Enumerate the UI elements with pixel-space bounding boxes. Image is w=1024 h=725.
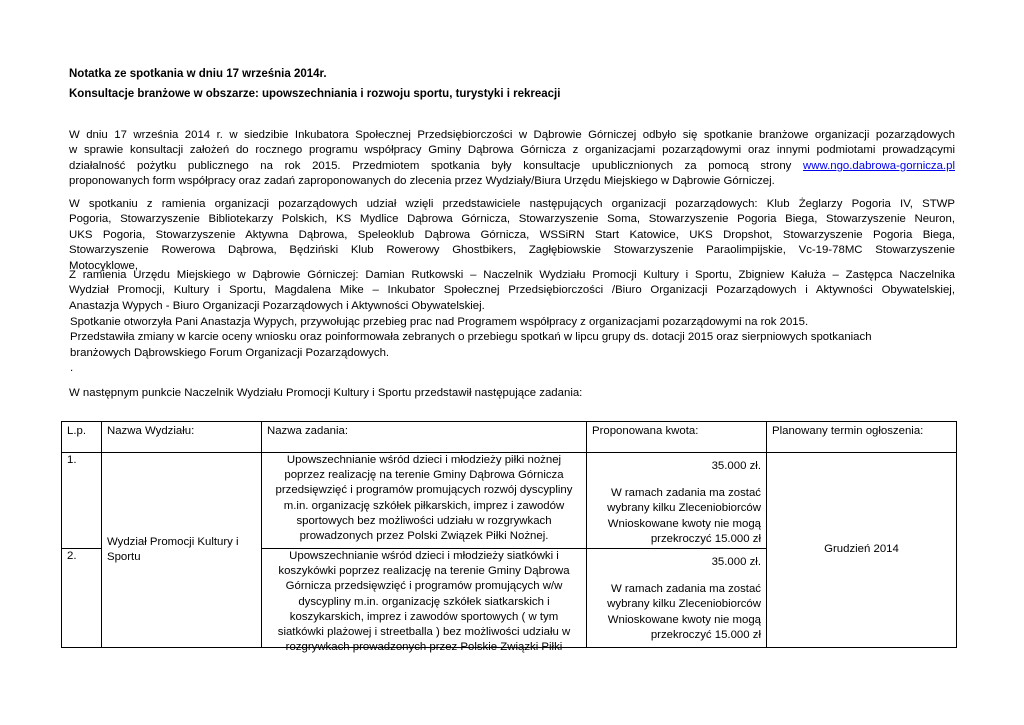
paragraph-participants-city (69, 268, 955, 314)
cell-amount (587, 549, 767, 648)
paragraph-participants-ngo (69, 197, 955, 274)
text-line: Z ramienia Urzędu Miejskiego w Dąbrowie Górniczej: Damian Rutkowski – Naczelnik Wydziału Promocji Kultury i Sportu, Zbigniew Kałuża – Zastępca Naczelnika (69, 269, 955, 281)
text-line: Wydział Promocji, Kultury i Sportu, Magdalena Mike – Inkubator Społecznej Przedsiębiorczości /Biuro Organizacji Pozarządowych i Aktywności Obywatelskiej, (69, 284, 955, 297)
task-text: Upowszechnianie wśród dzieci i młodzieży siatkówki i koszykówki poprzez realizację na terenie Gminy Dąbrowa Górnicza przedsięwzięć i programów promujących w/w dyscypliny m.in. organizację szkółek siatkarskich i koszykarskich, imprez i zawodów sportowych ( w tym siatkówki plażowej i streetballa ) bez możliwości udziału w rozgrywkach prowadzonych przez Polskie Związki Piłki (277, 550, 571, 654)
header-lp: L.p. (62, 422, 102, 453)
cell-task (262, 453, 587, 549)
text-line: w sprawie konsultacji założeń do rocznego programu współpracy Gminy Dąbrowa Górnicza z organizacjami pozarządowymi oraz innymi podmiotami prowadzącymi (69, 144, 955, 157)
amount-value: 35.000 zł. (711, 460, 761, 472)
task-text: Upowszechnianie wśród dzieci i młodzieży piłki nożnej poprzez realizację na terenie Gminy Dąbrowa Górnicza przedsięwzięć i programów promujących rozwój dyscypliny m.in. organizację szkółek piłkarskich, imprez i zawodów sportowych bez możliwości udziału w rozgrywkach prowadzonych przez Polski Związek Piłki Nożnej. (275, 454, 573, 543)
paragraph-tasks-intro: W następnym punkcie Naczelnik Wydziału Promocji Kultury i Sportu przedstawił następujące zadania: (69, 387, 583, 399)
text-line-with-link (69, 159, 955, 174)
text-line: Pogoria, Stowarzyszenie Bibliotekarzy Polskich, KS Mydlice Dąbrowa Górnicza, Stowarzyszenie Soma, Stowarzyszenie Pogoria Biega, Stowarzyszenie Neuron, (69, 213, 955, 226)
table-header-row (62, 422, 957, 453)
cell-lp: 1. (62, 453, 102, 549)
cell-deadline: Grudzień 2014 (767, 453, 957, 648)
text-line: W dniu 17 września 2014 r. w siedzibie Inkubatora Społecznej Przedsiębiorczości w Dąbrowie Górniczej odbyło się spotkanie branżowe organizacji pozarządowych (69, 129, 955, 141)
document-title: Notatka ze spotkania w dniu 17 września 2014r. (69, 68, 327, 80)
text-line: UKS Pogoria, Stowarzyszenie Aktywna Dąbrowa, Speleoklub Dąbrowa Górnicza, WSSiRN Start Katowice, UKS Dropshot, Stowarzyszenie Pogoria Biega, (69, 228, 955, 241)
header-task: Nazwa zadania: (262, 422, 587, 453)
ngo-website-link[interactable]: www.ngo.dabrowa-gornicza.pl (803, 159, 955, 172)
text-line: Spotkanie otworzyła Pani Anastazja Wypych, przywołując przebieg prac nad Programem współpracy z organizacjami pozarządowymi na rok 2015. (70, 316, 809, 328)
paragraph-meeting-intro (69, 128, 955, 190)
text-line: proponowanych form współpracy oraz zadań zaproponowanych do zlecenia przez Wydziały/Biura Urzędu Miejskiego w Dąbrowie Górniczej. (69, 175, 775, 188)
text-line: Stowarzyszenie Rowerowa Dąbrowa, Będziński Klub Rowerowy Ghostbikers, Zagłębiowskie Stowarzyszenie Paraolimpijskie, Vc-19-78MC Stowarzyszenie (69, 244, 955, 257)
table-row (62, 453, 957, 549)
amount-note: W ramach zadania ma zostać wybrany kilku Zleceniobiorców Wnioskowane kwoty nie mogą przekroczyć 15.000 zł (607, 583, 761, 641)
paragraph-meeting-opening (70, 315, 956, 377)
cell-amount (587, 453, 767, 549)
document-subtitle: Konsultacje branżowe w obszarze: upowszechniania i rozwoju sportu, turystyki i rekreacji (69, 88, 561, 100)
text-line: branżowych Dąbrowskiego Forum Organizacji Pozarządowych. (70, 346, 390, 359)
tasks-table (61, 421, 957, 654)
text-line: W spotkaniu z ramienia organizacji pozarządowych udział wzięli przedstawiciele następujących organizacji pozarządowych: Klub Żeglarzy Pogoria IV, STWP (69, 198, 955, 210)
text-line: działalność pożytku publicznego na rok 2015. Przedmiotem spotkania były konsultacje upublicznionych za pomocą strony (69, 159, 792, 172)
text-line: Anastazja Wypych - Biuro Organizacji Pozarządowych i Aktywności Obywatelskiej. (69, 299, 485, 312)
header-amount: Proponowana kwota: (587, 422, 767, 453)
header-deadline: Planowany termin ogłoszenia: (767, 422, 957, 453)
cell-task (262, 549, 587, 654)
text-line: . (70, 362, 74, 375)
amount-note: W ramach zadania ma zostać wybrany kilku Zleceniobiorców Wnioskowane kwoty nie mogą przekroczyć 15.000 zł (607, 487, 761, 545)
text-line: Przedstawiła zmiany w karcie oceny wniosku oraz poinformowała zebranych o przebiegu spotkań w lipcu grupy ds. dotacji 2015 oraz sierpniowych spotkaniach (70, 331, 872, 344)
cell-department: Wydział Promocji Kultury i Sportu (102, 453, 262, 648)
text-line: Motocyklowe, (69, 259, 139, 272)
header-department: Nazwa Wydziału: (102, 422, 262, 453)
amount-value: 35.000 zł. (711, 556, 761, 568)
cell-lp: 2. (62, 549, 102, 648)
